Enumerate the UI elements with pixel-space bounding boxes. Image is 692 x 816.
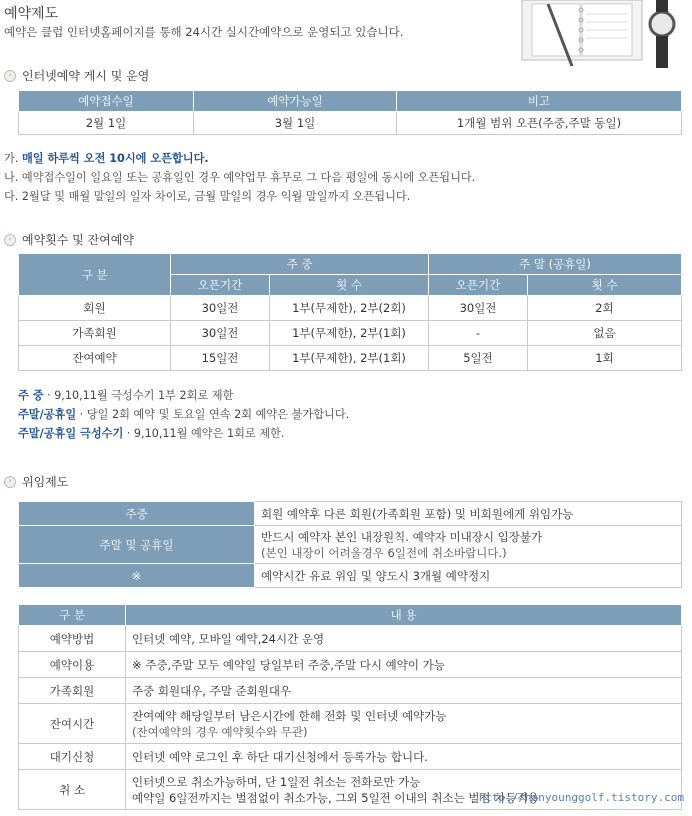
table-row: [19, 744, 682, 770]
table-cell: 잔여예약 해당일부터 남은시간에 한해 전화 및 인터넷 예약가능 (잔여예약의 경우 예약횟수와 무관): [126, 704, 682, 744]
row-label: 예약방법: [19, 626, 126, 652]
section-heading-count: [4, 231, 134, 248]
table-cell: 없음: [528, 321, 682, 346]
col-header: 비고: [397, 91, 682, 112]
table-cell: 인터넷 예약 로그인 후 하단 대기신청에서 등록가능 합니다.: [126, 744, 682, 770]
note-weekday: 주 중 · 9,10,11월 극성수기 1부 2회로 제한: [18, 389, 234, 402]
bullet-icon: ›: [4, 476, 16, 488]
table-cell: 30일전: [171, 321, 270, 346]
section-title: 인터넷예약 게시 및 운영: [22, 69, 150, 83]
reservation-count-table: [18, 253, 682, 371]
table-cell: 인터넷으로 취소가능하며, 단 1일전 취소는 전화로만 가능 예약일 6일전까지는 벌점없이 취소가능, 그외 5일전 이내의 취소는 벌점 차등적용: [126, 770, 682, 810]
col-header: 구 분: [19, 605, 126, 626]
online-reservation-table: [18, 90, 682, 135]
table-cell: 1회: [528, 346, 682, 371]
table-cell: 인터넷 예약, 모바일 예약,24시간 운영: [126, 626, 682, 652]
table-cell: 회원: [19, 296, 171, 321]
note-b: 나. 예약접수일이 일요일 또는 공휴일인 경우 예약업무 휴무로 그 다음 평일에 동시에 오픈됩니다.: [4, 171, 476, 184]
row-label: 주중: [19, 502, 255, 526]
table-cell: ※ 주중,주말 모두 예약일 당일부터 주중,주말 다시 예약이 가능: [126, 652, 682, 678]
row-label: 주말 및 공휴일: [19, 526, 255, 564]
section-title: 예약횟수 및 잔여예약: [22, 233, 134, 247]
table-cell: 3월 1일: [194, 112, 397, 135]
section-heading-online: [4, 67, 149, 84]
note-peak: 주말/공휴일 극성수기 · 9,10,11월 예약은 1회로 제한.: [18, 427, 285, 440]
col-header: 횟 수: [528, 275, 682, 296]
table-row: [19, 321, 682, 346]
col-header: 내 용: [126, 605, 682, 626]
online-notes: [4, 149, 475, 206]
table-cell: 2회: [528, 296, 682, 321]
table-cell: 가족회원: [19, 321, 171, 346]
col-header: 주 중: [171, 254, 429, 275]
table-cell: 2월 1일: [19, 112, 194, 135]
table-row: [19, 704, 682, 744]
table-cell: 5일전: [429, 346, 528, 371]
table-row: [19, 346, 682, 371]
table-cell: 30일전: [429, 296, 528, 321]
row-label: 대기신청: [19, 744, 126, 770]
col-header: 오픈기간: [171, 275, 270, 296]
col-header: 주 말 (공휴일): [429, 254, 682, 275]
table-cell: 1부(무제한), 2부(2회): [270, 296, 429, 321]
page-title: 예약제도: [4, 6, 59, 22]
table-cell: 1개월 범위 오픈(주중,주말 동일): [397, 112, 682, 135]
table-cell: 1부(무제한), 2부(1회): [270, 346, 429, 371]
bullet-icon: ›: [4, 234, 16, 246]
note-a: 가. 매일 하루씩 오전 10시에 오픈합니다.: [4, 152, 209, 165]
intro-text: 예약은 클럽 인터넷홈페이지를 통해 24시간 실시간예약으로 운영되고 있습니다.: [4, 25, 404, 39]
row-label: 취 소: [19, 770, 126, 810]
table-row: [19, 678, 682, 704]
bullet-icon: ›: [4, 70, 16, 82]
note-weekend: 주말/공휴일 · 당일 2회 예약 및 토요일 연속 2회 예약은 불가합니다.: [18, 408, 350, 421]
table-row: [19, 526, 682, 564]
table-cell: 주중 회원대우, 주말 준회원대우: [126, 678, 682, 704]
table-cell: 회원 예약후 다른 회원(가족회원 포함) 및 비회원에게 위임가능: [255, 502, 682, 526]
note-c: 다. 2월달 및 매월 말일의 일자 차이로, 금월 말일의 경우 익월 말일까지 오픈됩니다.: [4, 190, 411, 203]
table-row: [19, 564, 682, 588]
section-title: 위임제도: [22, 475, 69, 489]
count-notes: [18, 386, 349, 443]
table-row: [19, 652, 682, 678]
table-cell: 예약시간 유료 위임 및 양도시 3개월 예약정지: [255, 564, 682, 588]
row-label: ※: [19, 564, 255, 588]
table-row: [19, 626, 682, 652]
col-header: 예약접수일: [19, 91, 194, 112]
col-header: 구 분: [19, 254, 171, 296]
table-cell: -: [429, 321, 528, 346]
col-header: 횟 수: [270, 275, 429, 296]
table-cell: 30일전: [171, 296, 270, 321]
row-label: 가족회원: [19, 678, 126, 704]
col-header: 예약가능일: [194, 91, 397, 112]
usage-table: [18, 604, 682, 810]
table-row: [19, 502, 682, 526]
table-cell: 잔여예약: [19, 346, 171, 371]
section-heading-delegation: [4, 473, 68, 490]
watermark-url: http://hanyounggolf.tistory.com: [478, 791, 684, 804]
row-label: 잔여시간: [19, 704, 126, 744]
notebook-illustration: [502, 0, 682, 72]
table-cell: 1부(무제한), 2부(1회): [270, 321, 429, 346]
col-header: 오픈기간: [429, 275, 528, 296]
table-cell: 반드시 예약자 본인 내장원칙. 예약자 미내장시 입장불가 (본인 내장이 어려울경우 6일전에 취소바랍니다.): [255, 526, 682, 564]
table-row: [19, 296, 682, 321]
row-label: 예약이용: [19, 652, 126, 678]
table-cell: 15일전: [171, 346, 270, 371]
delegation-table: [18, 501, 682, 588]
